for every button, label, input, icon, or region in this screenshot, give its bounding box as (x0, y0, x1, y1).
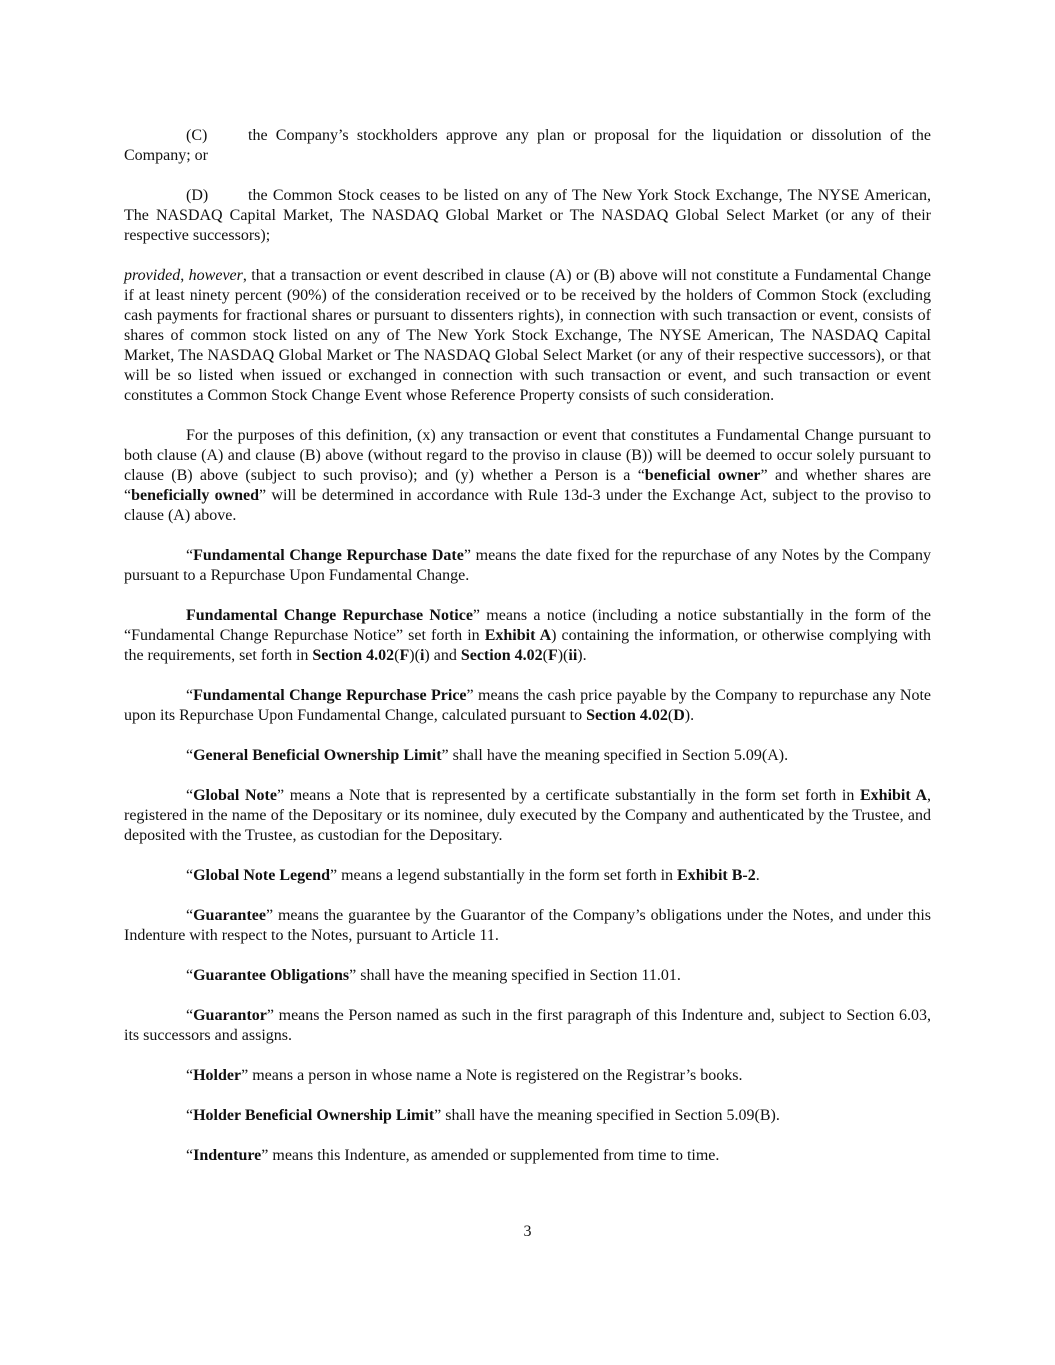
defined-term: Exhibit A (860, 787, 928, 804)
defined-term: Global Note (193, 787, 277, 804)
clause-text: the Company’s stockholders approve any plan or proposal for the liquidation or dissolution of the Company; or (124, 127, 931, 164)
italic-term: provided (124, 267, 181, 284)
text-run: ” means a legend substantially in the form set forth in (330, 867, 678, 884)
definition-paragraph (124, 1006, 931, 1046)
defined-term: Guarantee (193, 907, 266, 924)
text-run: ” shall have the meaning specified in Section 11.01. (349, 967, 681, 984)
defined-term: General Beneficial Ownership Limit (193, 747, 442, 764)
definition-paragraph (124, 1146, 931, 1166)
text-run: “ (186, 907, 194, 924)
defined-term: i (419, 647, 425, 664)
defined-term: Fundamental Change Repurchase Date (193, 547, 464, 564)
text-run: “ (186, 1067, 194, 1084)
text-run: ” means the Person named as such in the first paragraph of this Indenture and, subject to Section 6.03, its successors and assigns. (124, 1007, 931, 1044)
text-run: ” means the guarantee by the Guarantor of the Company’s obligations under the Notes, and under this Indenture with respect to the Notes, pursuant to Article 11. (124, 907, 931, 944)
defined-term: Indenture (193, 1147, 262, 1164)
text-run: ( (394, 647, 400, 664)
defined-term: Guarantor (193, 1007, 267, 1024)
proviso-paragraph (124, 266, 931, 406)
text-run: “ (186, 1007, 194, 1024)
definition-paragraph (124, 906, 931, 946)
page-number: 3 (523, 1223, 532, 1240)
text-run: ) and (424, 647, 461, 664)
definition-paragraph (124, 546, 931, 586)
text-run: ” shall have the meaning specified in Section 5.09(A). (441, 747, 789, 764)
text-run: ” and whether shares are “ (124, 467, 932, 504)
text-run: “ (186, 867, 194, 884)
text-run: ” means a person in whose name a Note is registered on the Registrar’s books. (241, 1067, 743, 1084)
clause-text: the Common Stock ceases to be listed on any of The New York Stock Exchange, The NYSE American, The NASDAQ Capital Market, The NASDAQ Global Market or The NASDAQ Global Select Market (or any of their respective successors); (124, 187, 931, 244)
defined-term: beneficially owned (131, 487, 260, 504)
text-run: ( (667, 707, 674, 724)
italic-term: however (188, 267, 243, 284)
clause-label: (D) (186, 187, 209, 204)
text-run: )( (557, 647, 569, 664)
defined-term: F (547, 647, 558, 664)
defined-term: ii (568, 647, 578, 664)
text-run: , that a transaction or event described in clause (A) or (B) above will not constitute a Fundamental Change if at least ninety percent (90%) of the consideration received or to be received by the holders of Common Stock (excluding cash payments for fractional shares or pursuant to dissenters rights), in connection with such transaction or event, consists of shares of common stock listed on any of The New York Stock Exchange, The NYSE American, The NASDAQ Capital Market, The NASDAQ Global Market or The NASDAQ Global Select Market (or any of their respective successors), or that will be so listed when issued or exchanged in connection with such transaction or event, and such transaction or event constitutes a Common Stock Change Event whose Reference Property consists of such consideration. (124, 267, 932, 404)
text-run: ” means this Indenture, as amended or supplemented from time to time. (261, 1147, 720, 1164)
text-run: ). (684, 707, 695, 724)
purposes-paragraph (124, 426, 931, 526)
text-run: ) containing the information, or otherwise complying with the requirements, set forth in (124, 627, 932, 664)
defined-term: Guarantee Obligations (193, 967, 350, 984)
text-run: ” means the date fixed for the repurchase of any Notes by the Company pursuant to a Repurchase Upon Fundamental Change. (124, 547, 932, 584)
text-run: )( (409, 647, 420, 664)
defined-term: Section 4.02 (312, 647, 395, 664)
text-run: “ (186, 787, 194, 804)
text-run: . (755, 867, 760, 884)
text-run: , registered in the name of the Depositary or its nominee, duly executed by the Company and authenticated by the Trustee, and deposited with the Trustee, as custodian for the Depositary. (124, 787, 932, 844)
defined-term: Fundamental Change Repurchase Notice (186, 607, 473, 624)
document-page (124, 126, 931, 1186)
definition-paragraph (124, 786, 931, 846)
definition-paragraph (124, 746, 931, 766)
defined-term: D (673, 707, 685, 724)
clause-c (124, 126, 931, 166)
clause-label: (C) (186, 127, 208, 144)
text-run: ” means the cash price payable by the Company to repurchase any Note upon its Repurchase Upon Fundamental Change, calculated pursuant to (124, 687, 932, 724)
text-run: “ (186, 747, 194, 764)
text-run: ( (542, 647, 548, 664)
defined-term: Exhibit A (484, 627, 552, 644)
clause-d (124, 186, 931, 246)
text-run: For the purposes of this definition, (x) any transaction or event that constitutes a Fundamental Change pursuant to both clause (A) and clause (B) above (without regard to the proviso in clause (B)) will be deemed to occur solely pursuant to clause (B) above (subject to such proviso); and (y) whether a Person is a “ (124, 427, 931, 484)
defined-term: beneficial owner (644, 467, 761, 484)
text-run: ” shall have the meaning specified in Section 5.09(B). (434, 1107, 780, 1124)
text-run: “ (186, 967, 194, 984)
text-run: ” will be determined in accordance with Rule 13d-3 under the Exchange Act, subject to the proviso to clause (A) above. (124, 487, 932, 524)
defined-term: Exhibit B-2 (677, 867, 756, 884)
definition-paragraph (124, 966, 931, 986)
definition-paragraph (124, 606, 931, 666)
defined-term: F (399, 647, 410, 664)
text-run: ” means a notice (including a notice substantially in the form of the “Fundamental Change Repurchase Notice” set forth in (124, 607, 931, 644)
defined-term: Holder (193, 1067, 242, 1084)
text-run: “ (186, 1107, 194, 1124)
text-run: “ (186, 687, 194, 704)
defined-term: Section 4.02 (586, 707, 668, 724)
definition-paragraph (124, 1066, 931, 1086)
text-run: “ (186, 1147, 194, 1164)
defined-term: Global Note Legend (193, 867, 330, 884)
definition-paragraph (124, 1106, 931, 1126)
text-run: , (180, 267, 189, 284)
definition-paragraph (124, 686, 931, 726)
defined-term: Section 4.02 (460, 647, 543, 664)
definitions-list (124, 546, 931, 1166)
defined-term: Fundamental Change Repurchase Price (193, 687, 467, 704)
defined-term: Holder Beneficial Ownership Limit (193, 1107, 435, 1124)
text-run: “ (186, 547, 194, 564)
text-run: ). (577, 647, 587, 664)
text-run: ” means a Note that is represented by a certificate substantially in the form set forth in (276, 787, 860, 804)
definition-paragraph (124, 866, 931, 886)
